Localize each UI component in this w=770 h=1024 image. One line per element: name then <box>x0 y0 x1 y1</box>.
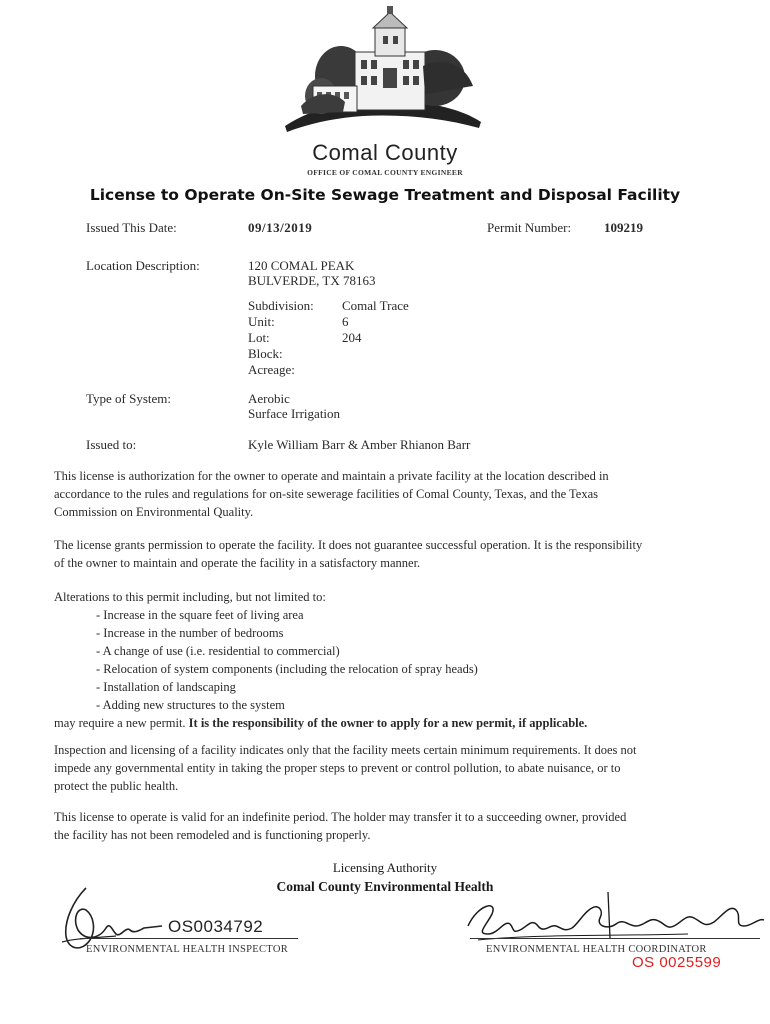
validity-paragraph: This license to operate is valid for an indefinite period. The holder may transfer it to a succeeding owner, provided the facility has not been remodeled and is functioning properly. <box>54 810 627 842</box>
unit-label: Unit: <box>248 314 275 329</box>
county-name: Comal County <box>312 140 458 165</box>
coordinator-signature <box>458 890 770 950</box>
lot-value: 204 <box>342 330 362 345</box>
new-permit-note <box>54 714 644 732</box>
coordinator-title: ENVIRONMENTAL HEALTH COORDINATOR <box>486 944 707 955</box>
address-line-2: BULVERDE, TX 78163 <box>248 273 376 288</box>
inspector-id: OS0034792 <box>168 917 264 936</box>
owner-responsibility-text: It is the responsibility of the owner to apply for a new permit, if applicable. <box>188 716 588 730</box>
alterations-intro: Alterations to this permit including, but not limited to: <box>54 590 326 604</box>
list-item: - Increase in the number of bedrooms <box>96 626 284 640</box>
inspector-signature-line <box>80 938 298 939</box>
list-item: - Adding new structures to the system <box>96 698 285 712</box>
coordinator-id: OS 0025599 <box>632 954 722 971</box>
issued-to-value: Kyle William Barr & Amber Rhianon Barr <box>248 437 471 452</box>
county-courthouse-seal <box>283 6 483 151</box>
lot-label: Lot: <box>248 330 270 345</box>
issued-date-value: 09/13/2019 <box>248 220 313 235</box>
alterations-list <box>54 606 644 714</box>
issued-date-label: Issued This Date: <box>86 220 177 235</box>
list-item: - Installation of landscaping <box>96 680 236 694</box>
list-item: - A change of use (i.e. residential to commercial) <box>96 644 340 658</box>
list-item: - Relocation of system components (including the relocation of spray heads) <box>96 662 478 676</box>
document-title: License to Operate On-Site Sewage Treatment and Disposal Facility <box>89 186 681 204</box>
system-type-line-1: Aerobic <box>248 391 290 406</box>
acreage-label: Acreage: <box>248 362 295 377</box>
county-office: OFFICE OF COMAL COUNTY ENGINEER <box>307 168 463 177</box>
permit-number-value: 109219 <box>604 220 643 235</box>
inspection-paragraph: Inspection and licensing of a facility indicates only that the facility meets certain minimum requirements. It does not impede any governmental entity in taking the proper steps to prevent or control pollution, to abate nuisance, or to protect the public health. <box>54 743 637 793</box>
inspector-title: ENVIRONMENTAL HEALTH INSPECTOR <box>86 944 289 955</box>
system-type-line-2: Surface Irrigation <box>248 406 341 421</box>
alterations-section <box>54 588 644 732</box>
authorization-paragraph: This license is authorization for the owner to operate and maintain a private facility at the location described in accordance to the rules and regulations for on-site sewerage facilities of Comal County, Texas, and the Texas Commission on Environmental Quality. <box>54 469 609 519</box>
permit-number-label: Permit Number: <box>487 220 572 235</box>
permission-paragraph: The license grants permission to operate the facility. It does not guarantee successful operation. It is the responsibility of the owner to maintain and operate the facility in a satisfactory manner. <box>54 538 643 570</box>
issued-to-label: Issued to: <box>86 437 137 452</box>
coordinator-signature-line <box>470 938 760 939</box>
system-type-label: Type of System: <box>86 391 172 406</box>
unit-value: 6 <box>342 314 349 329</box>
location-label: Location Description: <box>86 258 200 273</box>
licensing-authority-name: Comal County Environmental Health <box>276 879 494 894</box>
list-item: - Increase in the square feet of living area <box>96 608 304 622</box>
subdivision-label: Subdivision: <box>248 298 314 313</box>
subdivision-value: Comal Trace <box>342 298 409 313</box>
licensing-authority-label: Licensing Authority <box>332 860 438 875</box>
may-require-text: may require a new permit. <box>54 716 186 730</box>
block-label: Block: <box>248 346 283 361</box>
address-line-1: 120 COMAL PEAK <box>248 258 355 273</box>
